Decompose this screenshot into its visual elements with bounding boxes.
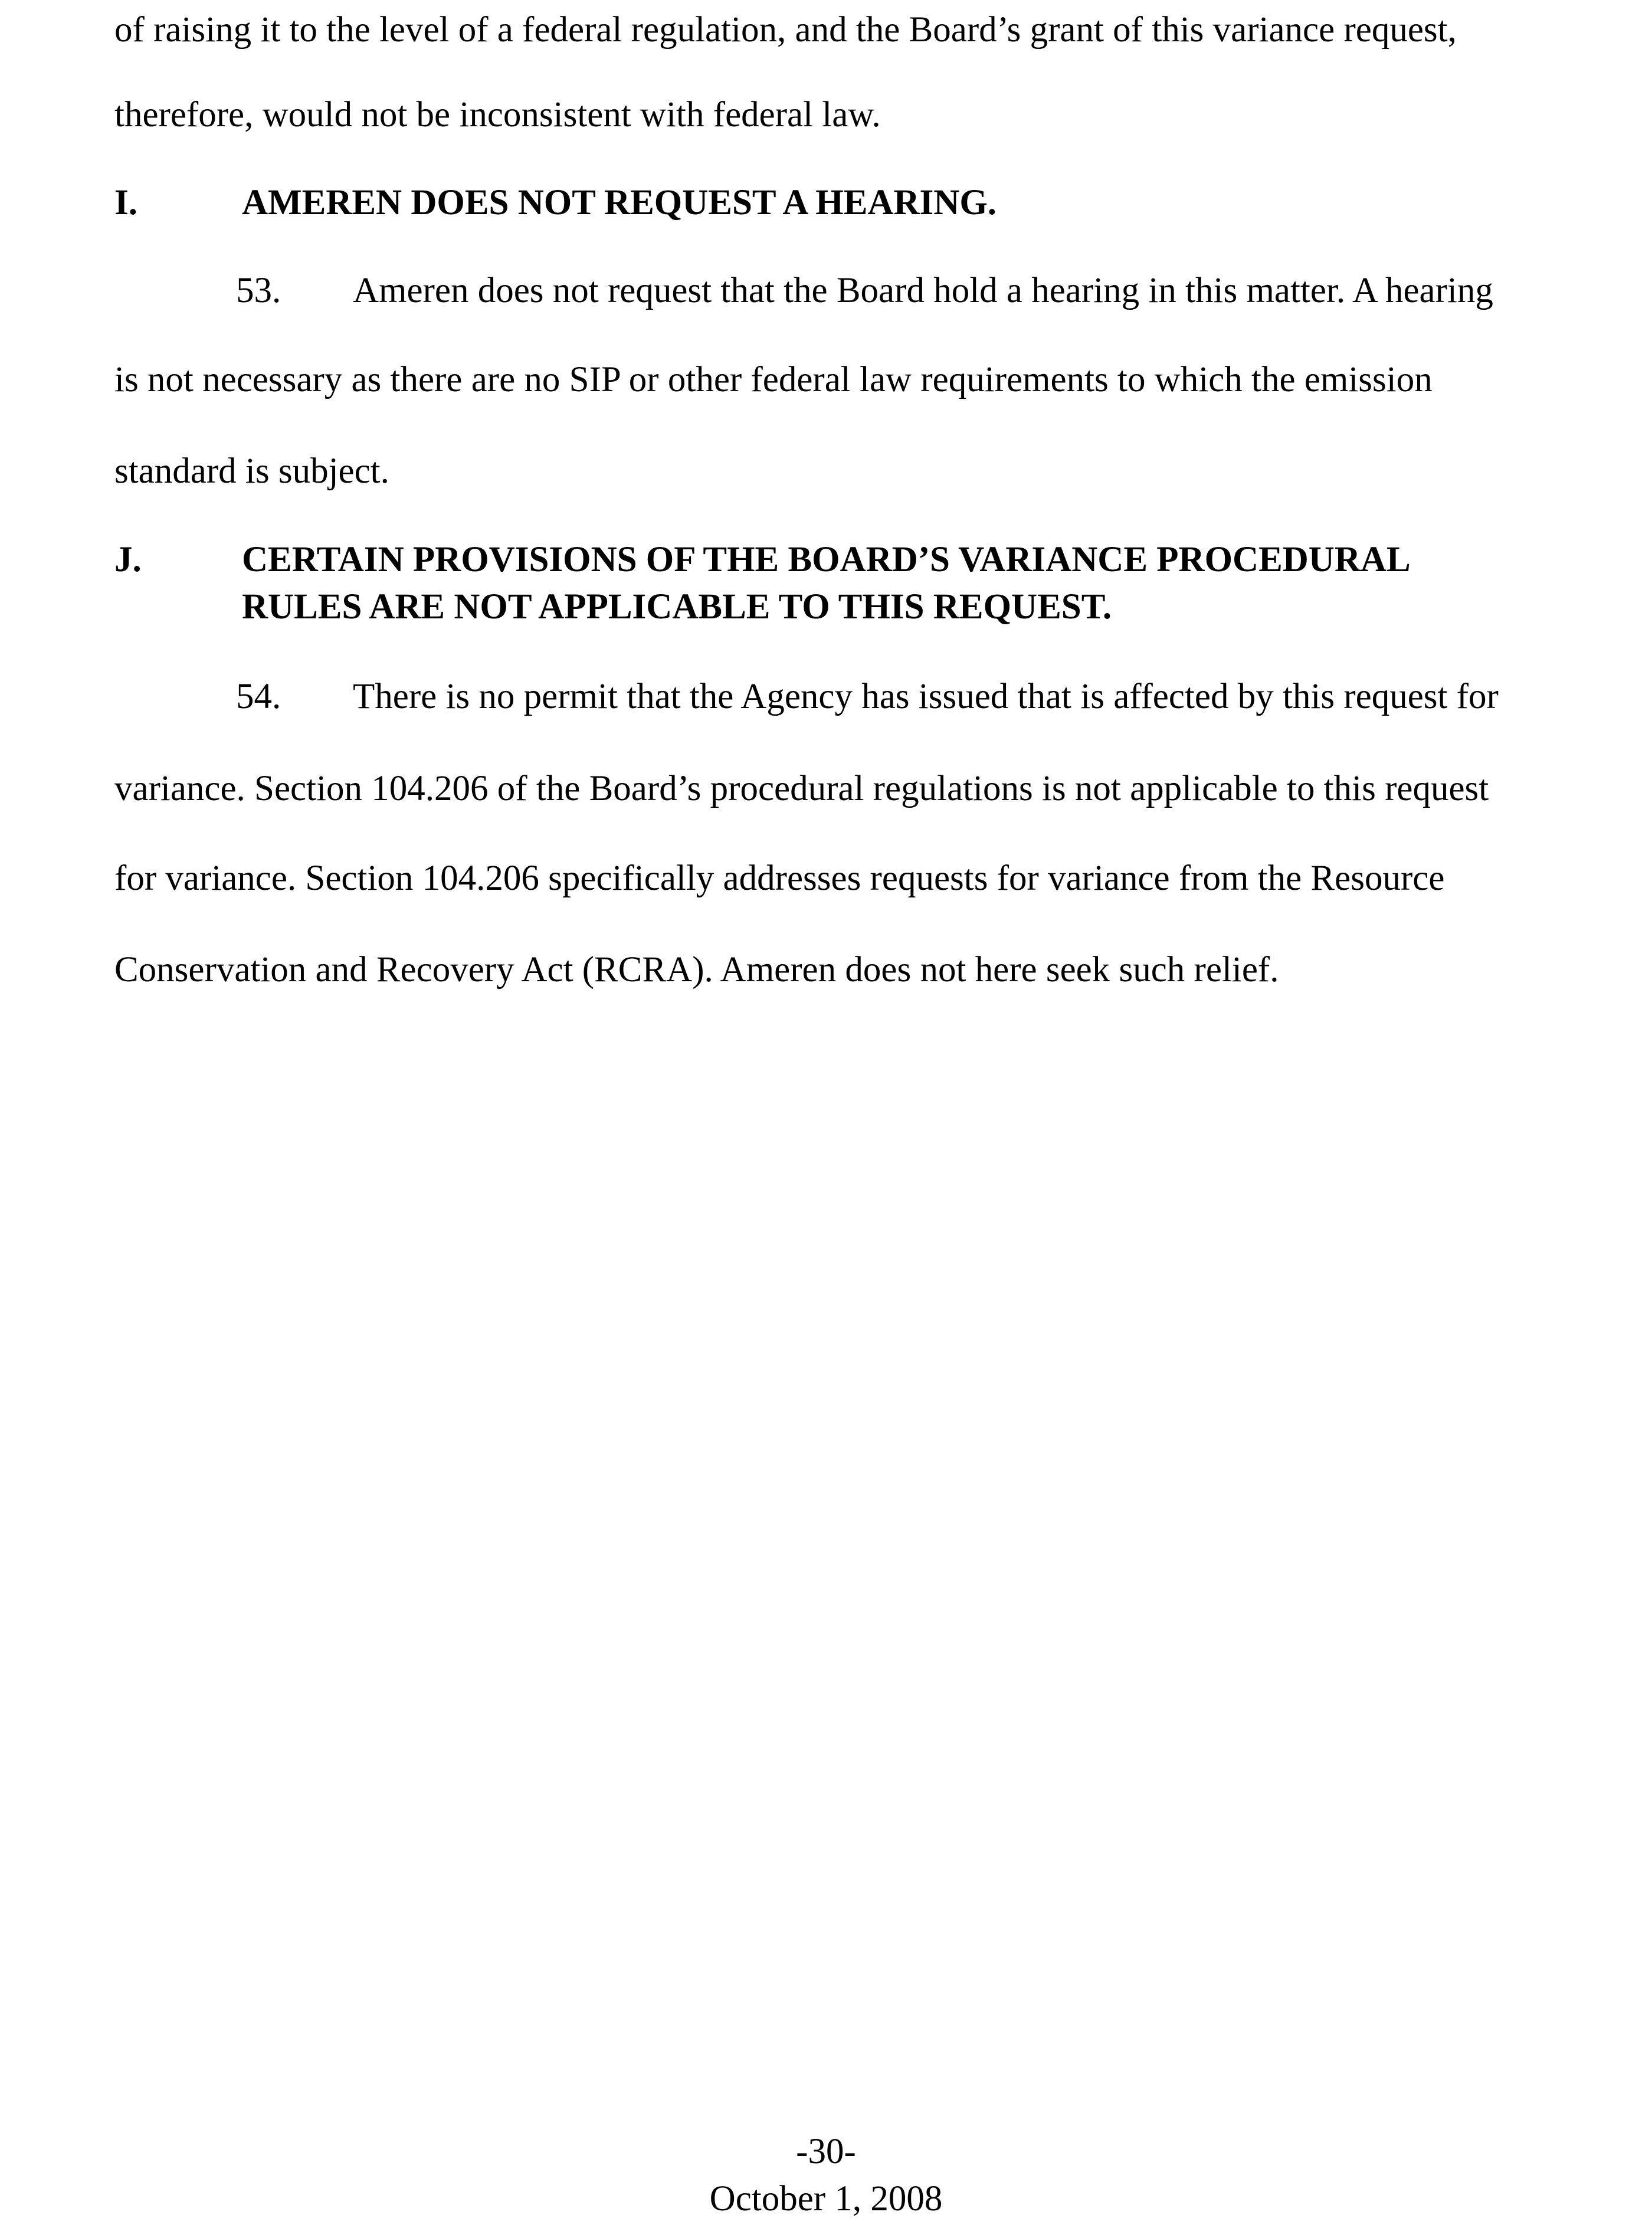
footer-date: October 1, 2008 [709, 2179, 943, 2219]
para-54-line-2: variance. Section 104.206 of the Board’s procedural regulations is not applicable to this request [114, 769, 1489, 808]
continuation-line-2: therefore, would not be inconsistent with federal law. [114, 95, 881, 135]
section-i-title: AMEREN DOES NOT REQUEST A HEARING. [242, 183, 997, 222]
section-j-title-line-2: RULES ARE NOT APPLICABLE TO THIS REQUEST. [242, 587, 1112, 627]
para-54-line-3: for variance. Section 104.206 specifically addresses requests for variance from the Resource [114, 859, 1445, 898]
para-54-line-4: Conservation and Recovery Act (RCRA). Ameren does not here seek such relief. [114, 950, 1279, 990]
para-54-number: 54. [236, 677, 281, 716]
para-53-line-2: is not necessary as there are no SIP or other federal law requirements to which the emission [114, 360, 1433, 399]
para-54-line-1: There is no permit that the Agency has issued that is affected by this request for [353, 677, 1499, 716]
continuation-line-1: of raising it to the level of a federal regulation, and the Board’s grant of this variance request, [114, 10, 1457, 50]
para-53-line-1: Ameren does not request that the Board hold a hearing in this matter. A hearing [353, 271, 1493, 310]
page-number: -30- [796, 2132, 856, 2171]
section-j-number: J. [114, 540, 142, 579]
para-53-number: 53. [236, 271, 281, 310]
para-53-line-3: standard is subject. [114, 451, 389, 491]
section-i-number: I. [114, 183, 137, 222]
section-j-title-line-1: CERTAIN PROVISIONS OF THE BOARD’S VARIANCE PROCEDURAL [242, 540, 1411, 579]
